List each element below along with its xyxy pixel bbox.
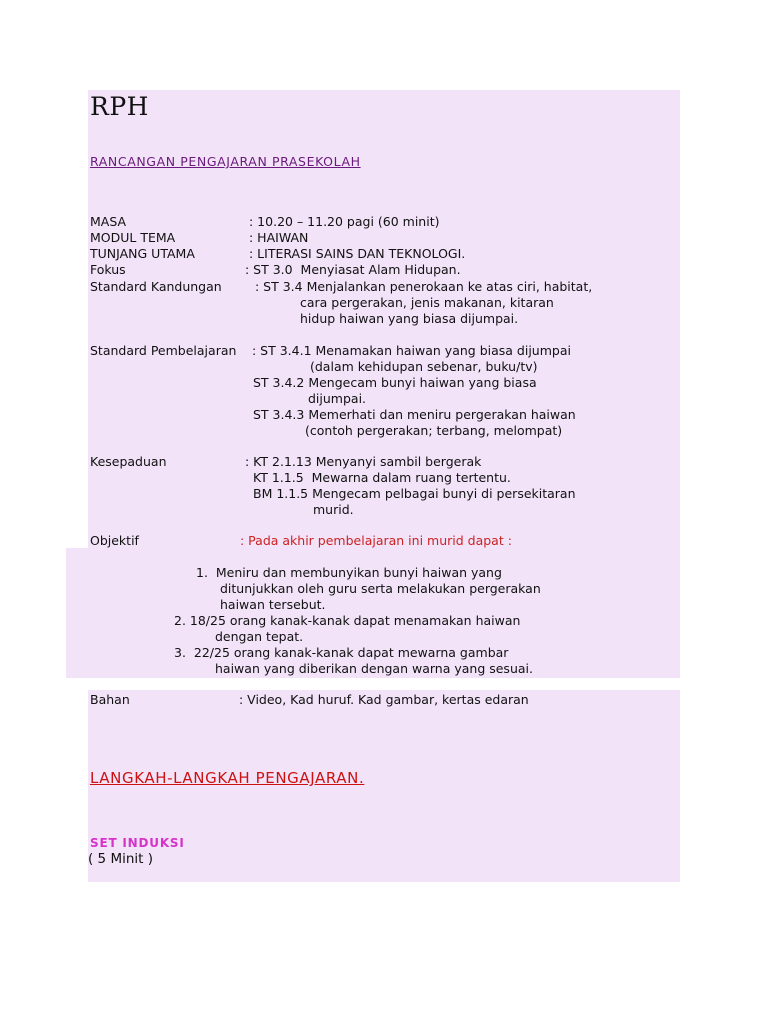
document-subtitle: RANCANGAN PENGAJARAN PRASEKOLAH — [90, 154, 361, 169]
modul-label: MODUL TEMA — [90, 230, 176, 245]
standard-pembelajaran-line: (dalam kehidupan sebenar, buku/tv) — [310, 359, 538, 374]
set-induksi-heading: SET INDUKSI — [90, 836, 185, 850]
standard-kandungan-line: cara pergerakan, jenis makanan, kitaran — [300, 295, 554, 310]
objektif-item: 2. 18/25 orang kanak-kanak dapat menamakan haiwan — [174, 613, 521, 628]
page-title: RPH — [90, 92, 149, 121]
tunjang-value: : LITERASI SAINS DAN TEKNOLOGI. — [249, 246, 466, 261]
langkah-heading: LANGKAH-LANGKAH PENGAJARAN. — [90, 769, 365, 787]
kesepaduan-line: BM 1.1.5 Mengecam pelbagai bunyi di persekitaran — [253, 486, 576, 501]
objektif-intro: : Pada akhir pembelajaran ini murid dapat : — [240, 533, 512, 548]
standard-pembelajaran-line: : ST 3.4.1 Menamakan haiwan yang biasa dijumpai — [252, 343, 571, 358]
standard-kandungan-label: Standard Kandungan — [90, 279, 222, 294]
objektif-item: 1. Meniru dan membunyikan bunyi haiwan yang — [196, 565, 502, 580]
objektif-item: haiwan tersebut. — [220, 597, 326, 612]
fokus-label: Fokus — [90, 262, 126, 277]
kesepaduan-line: murid. — [313, 502, 354, 517]
bahan-label: Bahan — [90, 692, 130, 707]
modul-value: : HAIWAN — [249, 230, 309, 245]
kesepaduan-line: KT 1.1.5 Mewarna dalam ruang tertentu. — [253, 470, 511, 485]
standard-pembelajaran-line: ST 3.4.2 Mengecam bunyi haiwan yang biasa — [253, 375, 537, 390]
standard-pembelajaran-line: (contoh pergerakan; terbang, melompat) — [305, 423, 563, 438]
standard-pembelajaran-line: ST 3.4.3 Memerhati dan meniru pergerakan haiwan — [253, 407, 576, 422]
fokus-value: : ST 3.0 Menyiasat Alam Hidupan. — [245, 262, 461, 277]
objektif-label: Objektif — [90, 533, 139, 548]
standard-kandungan-line: hidup haiwan yang biasa dijumpai. — [300, 311, 519, 326]
kesepaduan-line: : KT 2.1.13 Menyanyi sambil bergerak — [245, 454, 482, 469]
set-induksi-duration: ( 5 Minit ) — [88, 851, 153, 867]
objektif-item: dengan tepat. — [215, 629, 304, 644]
standard-pembelajaran-label: Standard Pembelajaran — [90, 343, 237, 358]
masa-label: MASA — [90, 214, 127, 229]
standard-kandungan-line: : ST 3.4 Menjalankan penerokaan ke atas ciri, habitat, — [255, 279, 593, 294]
bahan-value: : Video, Kad huruf. Kad gambar, kertas edaran — [239, 692, 529, 707]
objektif-item: ditunjukkan oleh guru serta melakukan pergerakan — [220, 581, 541, 596]
tunjang-label: TUNJANG UTAMA — [90, 246, 195, 261]
objektif-item: 3. 22/25 orang kanak-kanak dapat mewarna gambar — [174, 645, 509, 660]
kesepaduan-label: Kesepaduan — [90, 454, 167, 469]
masa-value: : 10.20 – 11.20 pagi (60 minit) — [249, 214, 440, 229]
standard-pembelajaran-line: dijumpai. — [308, 391, 367, 406]
objektif-item: haiwan yang diberikan dengan warna yang sesuai. — [215, 661, 533, 676]
